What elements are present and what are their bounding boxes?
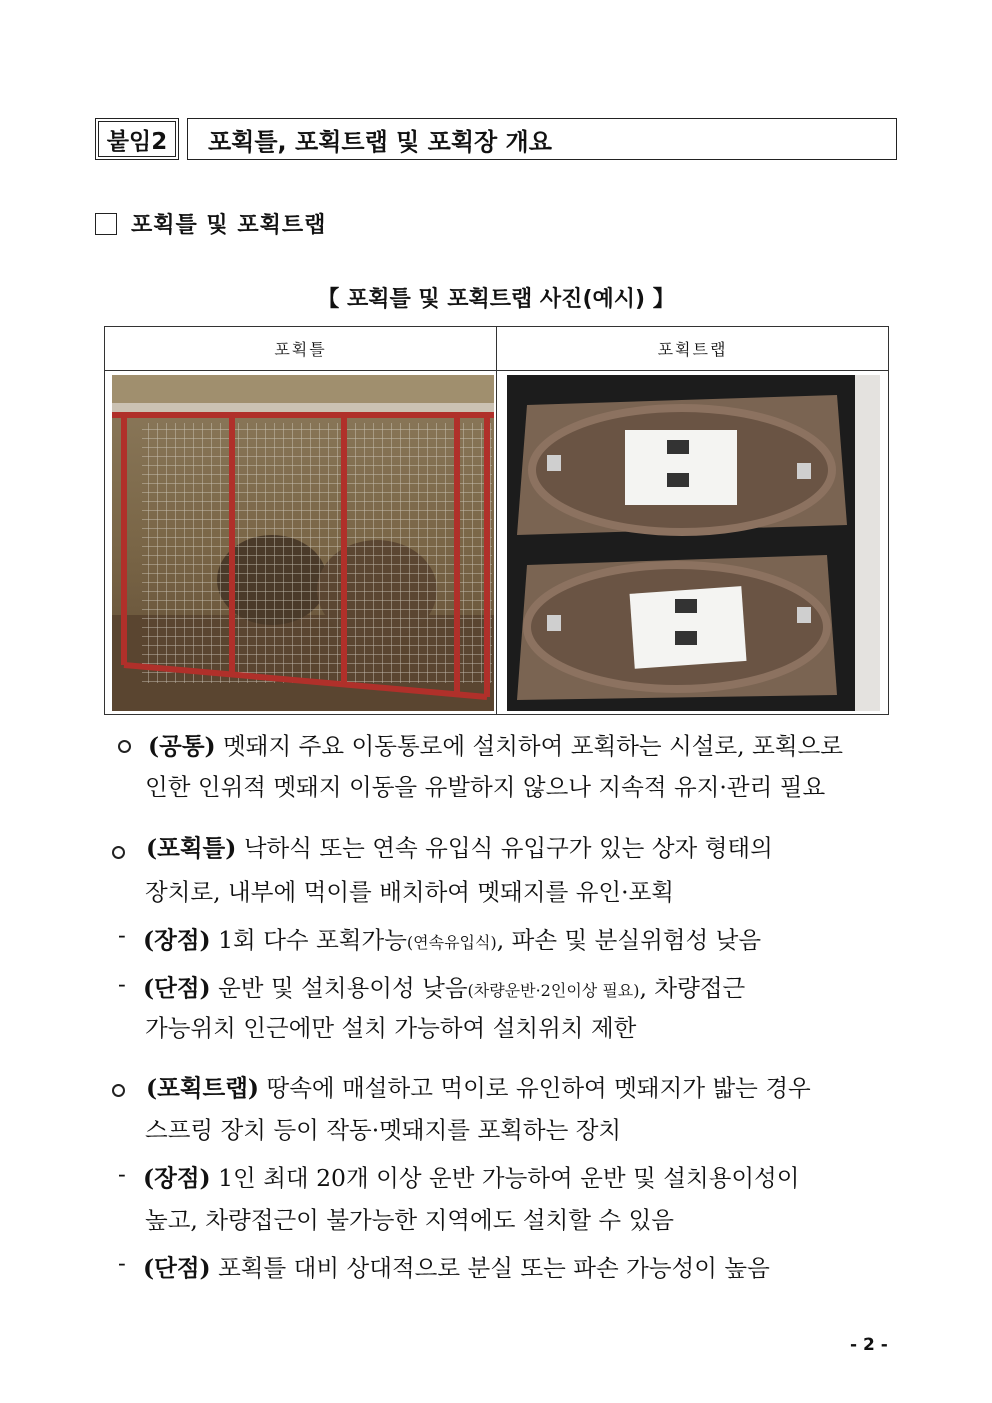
section-heading [95,208,326,239]
foot-trap-photo [507,375,880,711]
trap-label: (포획트랩) [146,1074,260,1102]
cage-text: 낙하식 또는 연속 유입식 유입구가 있는 상자 형태의 [236,834,773,862]
cage-pro-label: (장점) [143,926,211,954]
cage-con-label: (단점) [143,974,211,1002]
trap-pro-line2: 높고, 차량접근이 불가능한 지역에도 설치할 수 있음 [145,1206,675,1234]
trap-pro: (장점) 1인 최대 20개 이상 운반 가능하여 운반 및 설치용이성이 [143,1164,800,1192]
photo-table [104,326,889,715]
common-line2: 인한 인위적 멧돼지 이동을 유발하지 않으나 지속적 유지·관리 필요 [145,773,826,801]
circle-bullet-icon [112,1084,125,1097]
cage-pro: (장점) 1회 다수 포획가능(연속유입식), 파손 및 분실위험성 낮음 [143,926,762,954]
cage-line2: 장치로, 내부에 먹이를 배치하여 멧돼지를 유인·포획 [145,878,675,906]
trap-column-header: 포획트랩 [497,327,888,371]
document-header [95,118,897,162]
page-number: - 2 - [850,1335,888,1355]
square-bullet-icon [95,213,117,235]
common-line1 [148,724,843,769]
cage-line1 [146,826,773,871]
trap-line2: 스프링 장치 등이 작동·멧돼지를 포획하는 장치 [145,1116,622,1144]
photo-caption: 【 포획틀 및 포획트랩 사진(예시) 】 [317,287,675,312]
trap-con-label: (단점) [143,1254,211,1282]
trap-con: (단점) 포획틀 대비 상대적으로 분실 또는 파손 가능성이 높음 [143,1254,770,1282]
section-label: 포획틀 및 포획트랩 [131,213,327,238]
document-title: 포획틀, 포획트랩 및 포획장 개요 [187,118,897,160]
trap-text: 땅속에 매설하고 먹이로 유인하여 멧돼지가 밟는 경우 [259,1074,811,1102]
cage-label: (포획틀) [146,834,237,862]
trap-line1 [146,1066,811,1111]
cage-column-header: 포획틀 [105,327,496,371]
attachment-tag: 붙임2 [95,118,179,160]
cage-con: (단점) 운반 및 설치용이성 낮음(차량운반·2인이상 필요), 차량접근 [143,974,746,1002]
circle-bullet-icon [118,740,131,753]
cage-trap-photo [112,375,494,711]
common-text: 멧돼지 주요 이동통로에 설치하여 포획하는 시설로, 포획으로 [215,732,843,760]
circle-bullet-icon [112,846,125,859]
cage-column [105,327,497,714]
trap-column [497,327,888,714]
cage-con-line2: 가능위치 인근에만 설치 가능하여 설치위치 제한 [145,1014,637,1042]
common-label: (공통) [148,732,216,760]
trap-pro-label: (장점) [143,1164,211,1192]
